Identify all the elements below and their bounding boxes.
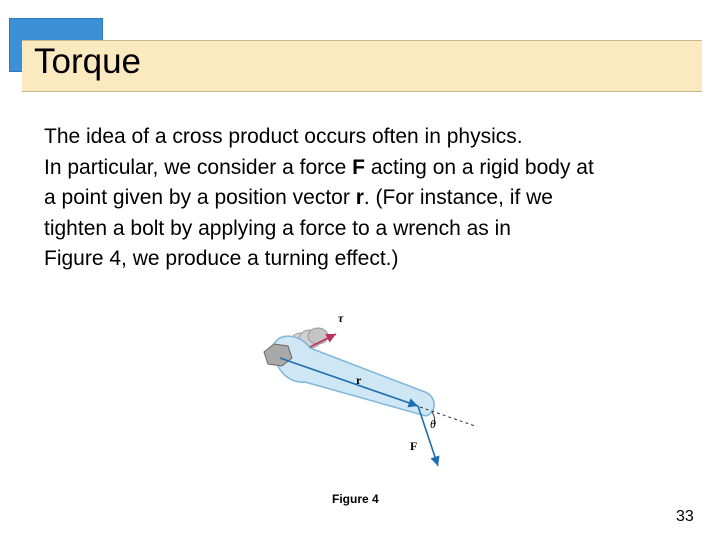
page-number: 33: [676, 508, 694, 525]
extension-line: [420, 407, 475, 426]
text-run: . (For instance, if we: [363, 186, 553, 209]
text-run: acting on a rigid body at: [364, 155, 594, 179]
figure-caption: Figure 4: [332, 492, 379, 506]
position-symbol: r: [355, 186, 364, 209]
body-line: Figure 4, we produce a turning effect.): [44, 247, 399, 270]
body-line: tighten a bolt by applying a force to a wrench as in: [44, 216, 511, 240]
slide-title: Torque: [34, 42, 142, 81]
wrench-torque-figure: [250, 300, 485, 480]
force-symbol: F: [352, 155, 365, 179]
body-line: The idea of a cross product occurs often in physics.: [44, 125, 523, 148]
text-run: a point given by a position vector: [44, 186, 356, 209]
body-line: [44, 153, 694, 184]
f-label: F: [410, 439, 418, 453]
tau-label: τ: [338, 311, 344, 325]
theta-label: θ: [430, 417, 436, 431]
body-line: [44, 183, 694, 214]
text-run: In particular, we consider a force: [44, 155, 353, 179]
body-paragraph: [44, 122, 694, 275]
r-label: r: [356, 373, 362, 387]
